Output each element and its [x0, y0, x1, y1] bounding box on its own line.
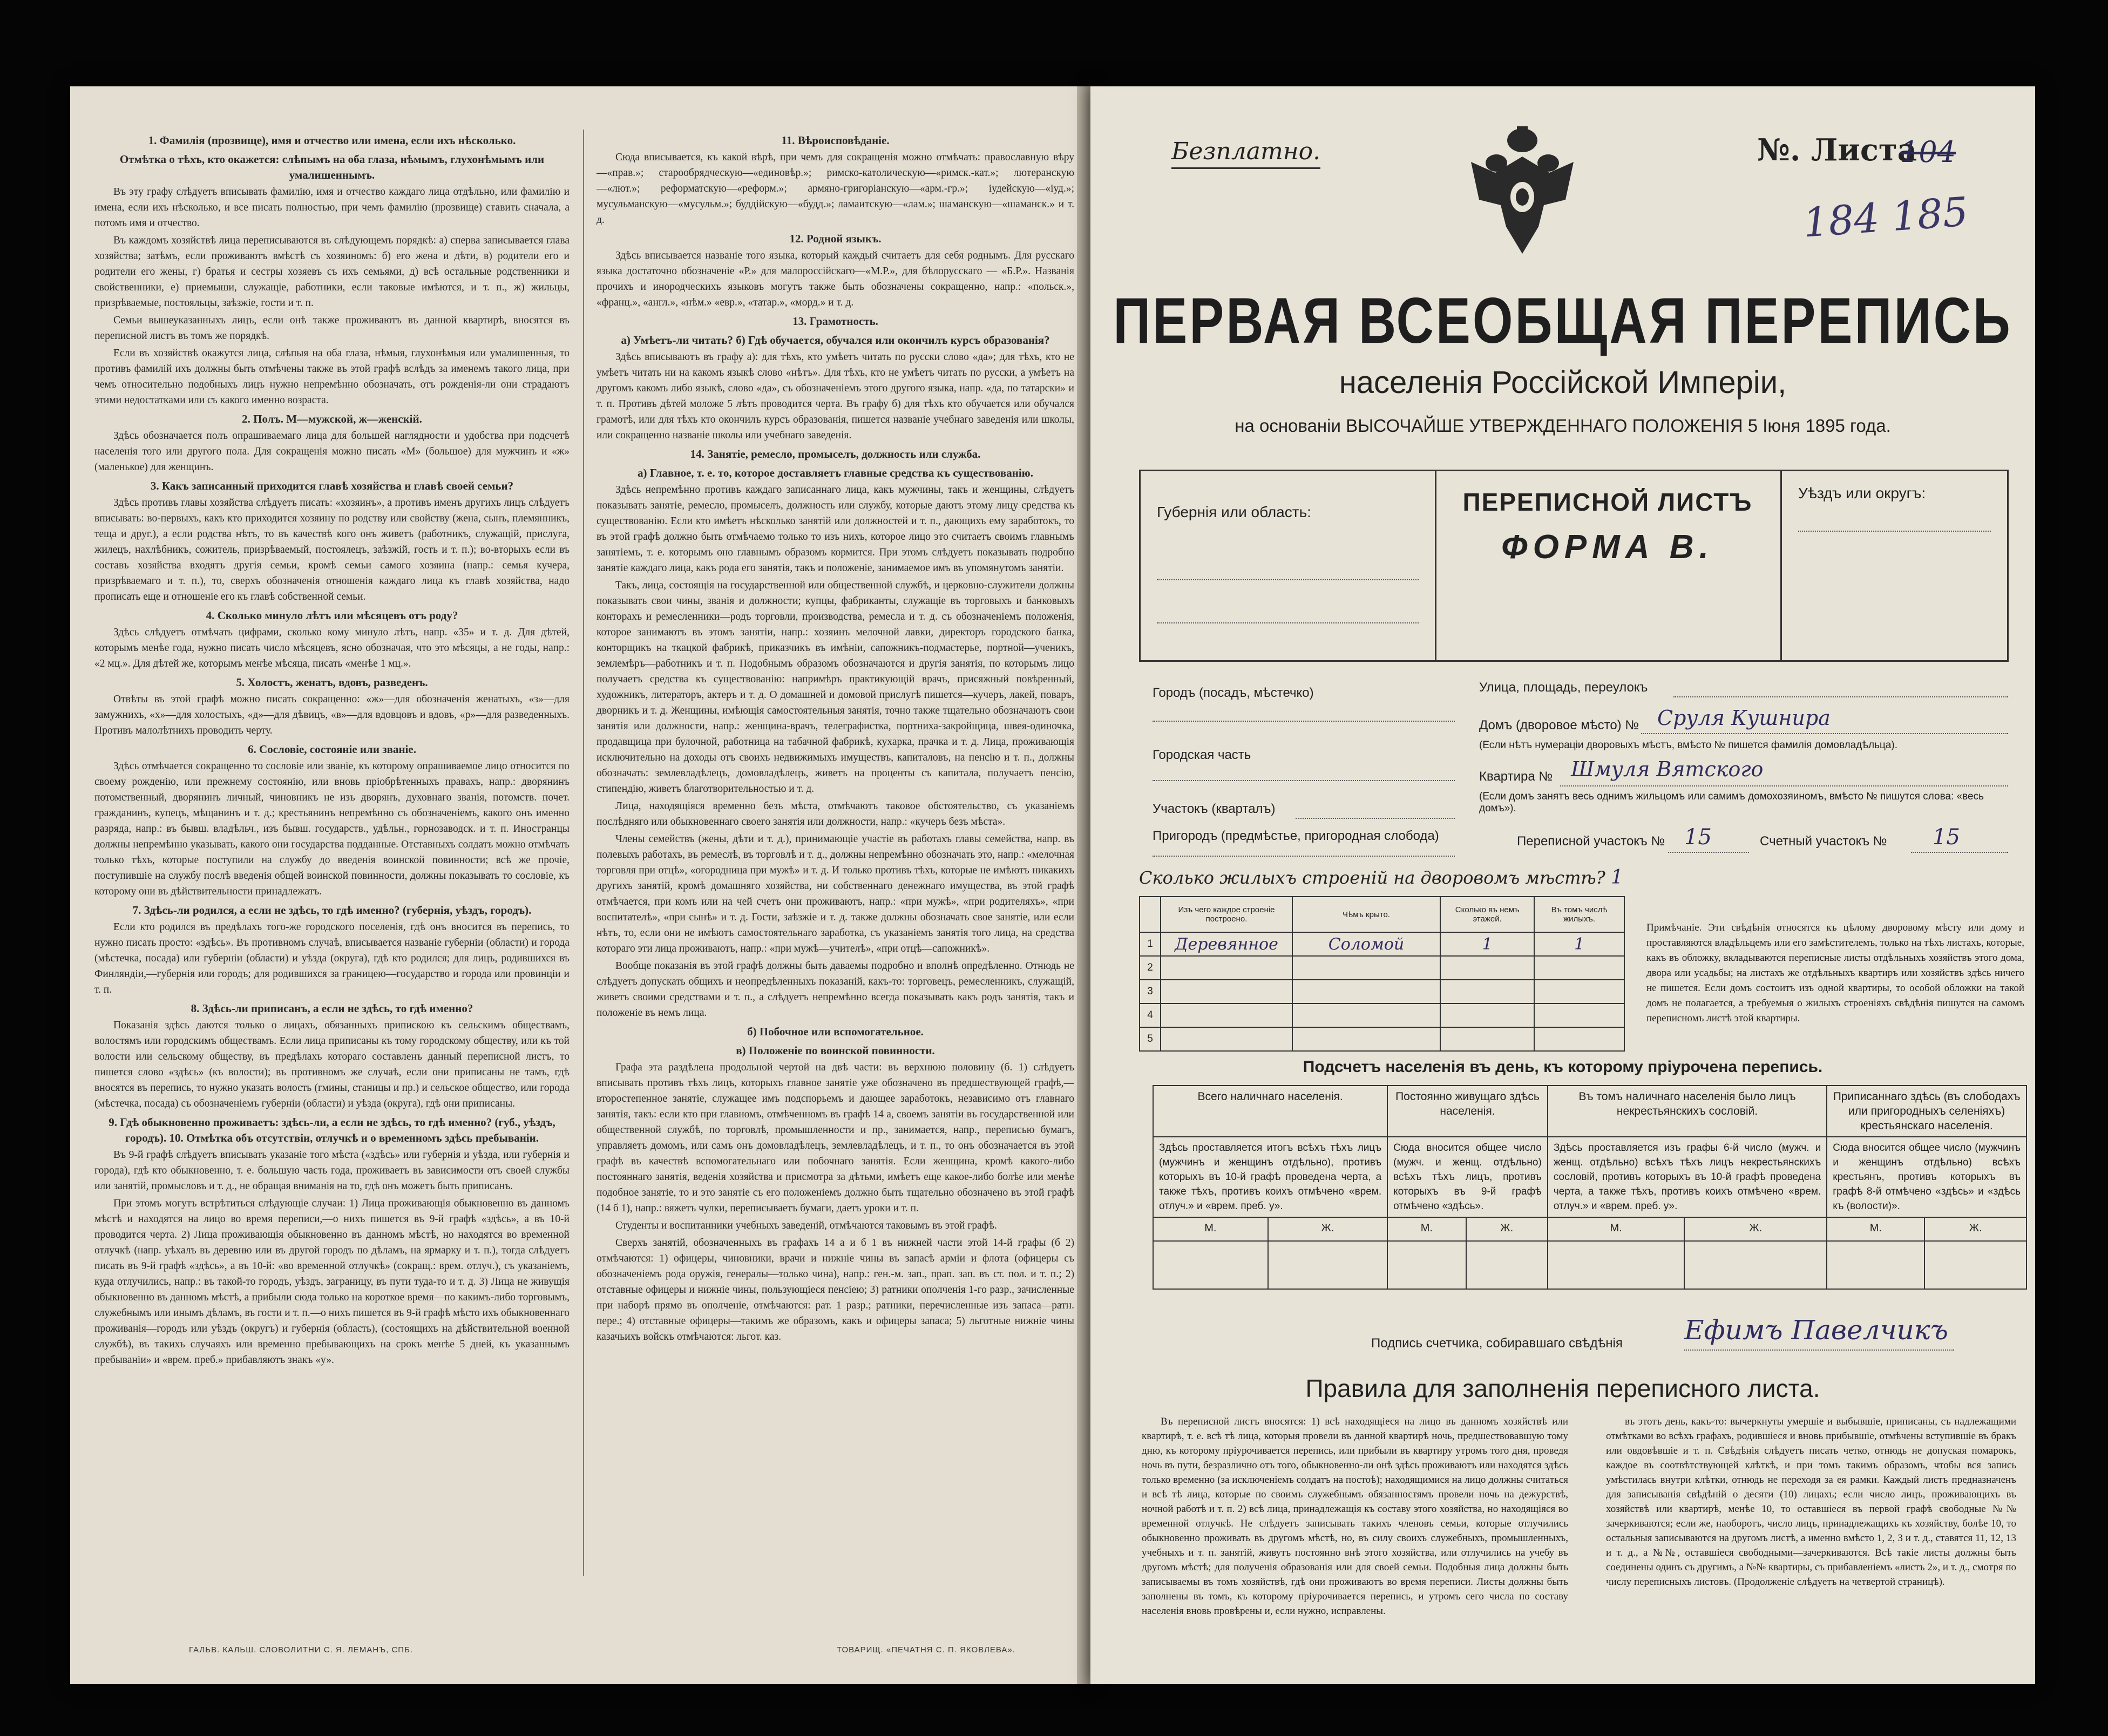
counting-unit-label: Счетный участокъ №: [1760, 834, 1887, 849]
instruction-paragraph: Здѣсь вписывается названіе того языка, который каждый считаетъ для себя роднымъ. Для русскаго языка достаточно обозначеніе «Р.» для малороссійскаго—«М.Р.», для бѣлорусскаго — «Б.Р.». Названія прочихъ и инородческихъ языковъ могутъ также быть обозначены сокращенно, напр.: «польск.», «франц.», «англ.», «нѣм.» «евр.», «татар.», «морд.» и т. д.: [597, 250, 1074, 308]
count-value-cell[interactable]: [1387, 1241, 1466, 1289]
male-column-label: М.: [1548, 1217, 1685, 1241]
house-value[interactable]: Сруля Кушнира: [1657, 706, 1831, 730]
dwellings-question: [1139, 866, 1623, 889]
count-value-cell[interactable]: [1827, 1241, 1924, 1289]
signature-label: Подпись счетчика, собиравшаго свѣдѣнія: [1371, 1336, 1623, 1351]
count-value-cell[interactable]: [1466, 1241, 1548, 1289]
counting-unit-line: [1911, 852, 2008, 853]
instruction-paragraph: Здѣсь обозначается полъ опрашиваемаго лица для большей наглядности и удобства при подсчетѣ населенія того или другого пола. Для сокращенія можно писать «М» (большое) для мужчинъ и «ж» (маленькое) для женщинъ.: [94, 430, 570, 473]
dwellings-material-cell[interactable]: [1161, 980, 1292, 1003]
population-count-table: [1153, 1085, 2027, 1290]
ujezd-field[interactable]: [1798, 531, 1991, 532]
population-count-title: Подсчетъ населенія въ день, къ которому пріурочена перепись.: [1303, 1058, 1823, 1076]
instruction-paragraph: Въ эту графу слѣдуетъ вписывать фамилію, имя и отчество каждаго лица отдѣльно, или фамилію и имена, если ихъ нѣсколько, и все писать полностью, при чемъ фамилію (прозвище) ставить сначала, а потомъ имя и отчество.: [94, 186, 570, 229]
suburb-label: Пригородъ (предмѣстье, пригородная слобода): [1153, 829, 1439, 843]
dwellings-row-number: 3: [1140, 980, 1161, 1003]
free-label: Безплатно.: [1171, 138, 1320, 169]
dwellings-material-cell[interactable]: [1161, 1003, 1292, 1027]
dwellings-roof-cell[interactable]: Соломой: [1292, 932, 1440, 956]
instructions-column-2: [597, 130, 1074, 1603]
instruction-paragraph: Здѣсь отмѣчается сокращенно то сословіе или званіе, къ которому опрашиваемое лицо относится по своему рожденію, или прежнему состоянію, или вновь пріобрѣтенныхъ правахъ, напр.: дворянинъ потомственный, дворянинъ личный, чиновникъ не изъ дворянъ, духовнаго званія, потомств. почет. гражданинъ, купецъ, мѣщанинъ и т. д.; крестьянинъ непремѣнно съ обозначеніемъ, какого онъ именно разряда, напр.: въ бывш. владѣльч., изъ бывш. государств., удѣльн., горнозаводск. и т. п. Иностранцы должны непремѣнно указывать, какого они государства подданные. Отставныхъ солдатъ можно отмѣчать только тѣхъ, которые поступили на службу до введенія воинской повинности; всѣ же прочіе, поступившіе на службу послѣ введенія общей воинской повинности, должны показывать то сословіе, къ которому они въ дѣйствительности принадлежатъ.: [94, 761, 570, 897]
male-column-label: М.: [1827, 1217, 1924, 1241]
female-column-label: Ж.: [1268, 1217, 1387, 1241]
printer-imprint-left: ГАЛЬВ. КАЛЬШ. СЛОВОЛИТНИ С. Я. ЛЕМАНЪ, СПБ.: [189, 1645, 414, 1654]
dwellings-roof-cell[interactable]: [1292, 956, 1440, 980]
female-column-label: Ж.: [1466, 1217, 1548, 1241]
dwellings-floors-cell[interactable]: [1440, 1027, 1534, 1051]
flat-label: Квартира №: [1479, 769, 1553, 784]
instruction-heading: 11. Вѣроисповѣданіе.: [781, 134, 890, 147]
census-unit-value[interactable]: 15: [1684, 825, 1712, 850]
instruction-heading: в) Положеніе по воинской повинности.: [736, 1044, 935, 1057]
signature-value[interactable]: Ефимъ Павелчикъ: [1684, 1314, 1948, 1346]
census-unit-label: Переписной участокъ №: [1517, 834, 1665, 849]
instruction-heading: 13. Грамотность.: [792, 315, 878, 328]
left-page-instructions: [70, 86, 1090, 1684]
dwellings-material-cell[interactable]: [1161, 1027, 1292, 1051]
instruction-paragraph: Показанія здѣсь даются только о лицахъ, обязанныхъ припискою къ сельскимъ обществамъ, волостямъ или городскимъ обществамъ. Если лица приписаны къ тому городскому обществу, или къ той волости или сельскому обществу, въ предѣлахъ котораго составленъ данный переписной листъ, то пишется слово «здѣсь» (къ волости); въ противномъ же случаѣ, если они приписаны не тамъ, гдѣ вносятся въ перепись, то нужно указать волость (гмины, станицы и пр.) и сельское общество, или города (мѣстечка, посада) съ обозначеніемъ губерніи (области) и уѣзда (округа), гдѣ они приписаны.: [94, 1020, 570, 1109]
instruction-paragraph: Здѣсь непремѣнно противъ каждаго записаннаго лица, какъ мужчины, такъ и женщины, слѣдуетъ показывать занятіе, ремесло, промыселъ, должность или службу, которые даютъ этому лицу средства къ существованію. Если кто имѣетъ нѣсколько занятій или должностей и т. п., дающихъ ему заработокъ, то въ этой графѣ должно быть отмѣчаемо только то изъ нихъ, которое лицо это считаетъ своимъ главнымъ занятіемъ, т. е. которымъ оно главнымъ образомъ кормится. При этомъ слѣдуетъ показывать подробно занятіе каждаго лица, какъ рода его занятія, такъ и положеніе, занимаемое имъ въ упомянутомъ занятіи.: [597, 484, 1074, 574]
signature-line: [1684, 1350, 1954, 1351]
house-label: Домъ (дворовое мѣсто) №: [1479, 718, 1639, 733]
rules-column-1: [1142, 1414, 1568, 1663]
suburb-field[interactable]: [1153, 856, 1455, 857]
count-value-cell[interactable]: [1684, 1241, 1827, 1289]
dwellings-question-value[interactable]: 1: [1610, 866, 1623, 889]
dwellings-row-number: 4: [1140, 1003, 1161, 1027]
ujezd-label: Уѣздъ или округъ:: [1798, 485, 1926, 501]
instructions-column-1: [94, 130, 570, 1603]
instruction-heading: а) Главное, т. е. то, которое доставляетъ главные средства къ существованію.: [638, 466, 1033, 479]
dwellings-floors-cell[interactable]: 1: [1440, 932, 1534, 956]
district-field[interactable]: [1153, 780, 1455, 781]
count-description: Сюда вносится общее число (мужч. и женщ. отдѣльно) всѣхъ тѣхъ лицъ, противъ которыхъ въ 9-й графѣ отмѣчено «здѣсь».: [1387, 1137, 1548, 1217]
instruction-paragraph: Здѣсь противъ главы хозяйства слѣдуетъ писать: «хозяинъ», а противъ именъ другихъ лицъ слѣдуетъ вписывать: во-первыхъ, какъ кто приходится хозяину по родству или свойству (жена, сынъ, племянникъ, теща и друг.), а если родства нѣтъ, то въ качествѣ кого онъ живетъ (работникъ, служащій, прислуга, жилецъ, нахлѣбникъ, сожитель, призрѣваемый, постоялецъ, заѣзжій, гость и т. п.); во-вторыхъ если въ составъ хозяйства входятъ другія семьи, кромѣ семьи самого хозяина (напр.: семья кучера, призрѣваемаго и т. п.), то, сверхъ обозначенія отношенія каждаго лица къ главѣ хозяйства, надо прописать еще и отношеніе его къ главѣ собственной семьи.: [94, 497, 570, 602]
rules-title: Правила для заполненія переписного листа.: [1305, 1374, 1820, 1402]
instruction-heading: 9. Гдѣ обыкновенно проживаетъ: здѣсь-ли, а если не здѣсь, то гдѣ именно? (губ., уѣздъ, городъ). 10. Отмѣтка объ отсутствіи, отлучкѣ и о временномъ здѣсь пребываніи.: [109, 1116, 555, 1144]
dwellings-living-cell[interactable]: [1534, 980, 1624, 1003]
dwellings-header-roof: Чѣмъ крыто.: [1292, 897, 1440, 932]
instruction-paragraph: Семьи вышеуказанныхъ лицъ, если онѣ также проживаютъ въ данной квартирѣ, вносятся въ переписной листъ въ томъ же порядкѣ.: [94, 315, 570, 342]
instruction-heading: 14. Занятіе, ремесло, промыселъ, должность или служба.: [690, 447, 981, 460]
dwellings-floors-cell[interactable]: [1440, 956, 1534, 980]
dwellings-note: Примѣчаніе. Эти свѣдѣнія относятся къ цѣлому дворовому мѣсту или дому и проставляются владѣльцемъ или его замѣстителемъ, только на тѣхъ листахъ, которые, какъ въ обложку, вкладываются переписные листы отдѣльныхъ хозяйствъ этого дома, двора или усадьбы; на листахъ же отдѣльныхъ квартиръ или хозяйствъ здѣсь ничего не пишется. Если домъ состоитъ изъ одной квартиры, то особой обложки на такой домъ не полагается, а требуемыя о жилыхъ строеніяхъ свѣдѣнія пишутся на самомъ переписномъ листѣ этой квартиры.: [1646, 922, 2024, 1024]
dwellings-question-text: Сколько жилыхъ строеній на дворовомъ мѣстѣ?: [1139, 867, 1605, 888]
instruction-paragraph: При этомъ могутъ встрѣтиться слѣдующіе случаи: 1) Лица проживающія обыкновенно въ данномъ мѣстѣ и находятся на лицо во время переписи,—о нихъ пишется въ 9-й графѣ «здѣсь», а въ 10-й проводится черта. 2) Лица проживающія обыкновенно въ данномъ мѣстѣ, но находятся во временной отлучкѣ (напр. уѣхалъ въ деревню или въ другой городъ по дѣламъ, на ярмарку и т. п.), тогда слѣдуетъ писать въ 9-й графѣ «здѣсь», а въ 10-й: «во временной отлучкѣ» (сокращ.: врем. отлуч.), съ указаніемъ, куда отлучились, напр.: въ такой-то городъ, уѣздъ, заграницу, въ пути туда-то и т. д. 3) Лица не живущія обыкновенно въ данномъ мѣстѣ, а прибыли сюда только на короткое время—по какимъ-либо торговымъ, служебнымъ или инымъ дѣламъ, въ гости и т. п.—о нихъ пишется въ 9-й графѣ мѣсто ихъ обыкновеннаго проживанія—городъ или уѣздъ (округъ) и губернія (область), (состоящихъ на дѣйствительной военной службѣ), въ такихъ случаяхъ или временно пребывающихъ на срокъ менѣе 5 дней, къ указаннымъ пребываніи» и «врем. преб.» прибавляютъ знакъ «у».: [94, 1198, 570, 1366]
legal-basis: на основаніи ВЫСОЧАЙШЕ УТВЕРЖДЕННАГО ПОЛОЖЕНІЯ 5 Іюня 1895 года.: [1235, 416, 1891, 436]
dwellings-row: [1140, 956, 1624, 980]
instruction-heading: 5. Холостъ, женатъ, вдовъ, разведенъ.: [236, 676, 428, 689]
instruction-paragraph: Если въ хозяйствѣ окажутся лица, слѣпыя на оба глаза, нѣмыя, глухонѣмыя или умалишенныя, то противъ фамилій ихъ должны быть отмѣчены также въ этой графѣ вслѣдъ за именемъ такого лица, при чемъ относительно подобныхъ лицъ нужно непремѣнно обозначать, отъ рожденія-ли они страдаютъ этими недостатками или съ какого именно возраста.: [94, 348, 570, 406]
dwellings-header-living: Въ томъ числѣ жилыхъ.: [1534, 897, 1624, 932]
gubernia-field[interactable]: [1157, 579, 1419, 580]
instruction-paragraph: Въ каждомъ хозяйствѣ лица переписываются въ слѣдующемъ порядкѣ: а) сперва записывается глава хозяйства; затѣмъ, если проживаютъ вмѣстѣ съ хозяиномъ: б) его жена и дѣти, в) родители его и родители его жены, г) братья и сестры хозяевъ съ ихъ семьями, д) всѣ остальные родственники и свойственники, е) приемыши, служащіе, работники, если таковые имѣются, и т. п., ж) жильцы, призрѣваемые, постояльцы, заѣзжіе, гости и т. п.: [94, 235, 570, 309]
flat-value[interactable]: Шмуля Вятского: [1571, 757, 1764, 781]
printer-imprint-right: ТОВАРИЩ. «ПЕЧАТНЯ С. П. ЯКОВЛЕВА».: [837, 1645, 1015, 1654]
form-title: ПЕРЕПИСНОЙ ЛИСТЪ: [1462, 488, 1753, 516]
instruction-paragraph: Лица, находящіяся временно безъ мѣста, отмѣчаютъ таковое обстоятельство, съ указаніемъ послѣдняго или обыкновеннаго своего занятія или должности, напр.: «кучеръ безъ мѣста».: [597, 801, 1074, 828]
instruction-heading: 3. Какъ записанный приходится главѣ хозяйства и главѣ своей семьи?: [150, 479, 514, 492]
instruction-heading: Отмѣтка о тѣхъ, кто окажется: слѣпымъ на оба глаза, нѣмымъ, глухонѣмымъ или умалишеннымъ.: [119, 153, 545, 181]
instruction-heading: а) Умѣетъ-ли читать? б) Гдѣ обучается, обучался или окончилъ курсъ образованія?: [621, 334, 1050, 347]
dwellings-row-number: 5: [1140, 1027, 1161, 1051]
count-value-cell[interactable]: [1268, 1241, 1387, 1289]
dwellings-row-number: 1: [1140, 932, 1161, 956]
count-description: Здѣсь проставляется итогъ всѣхъ тѣхъ лицъ (мужчинъ и женщинъ отдѣльно), противъ которыхъ въ 10-й графѣ проведена черта, а также тѣхъ, противъ коихъ отмѣчено «врем. отлуч.» и «врем. преб. у».: [1153, 1137, 1387, 1217]
gubernia-cell: [1141, 471, 1436, 660]
instruction-paragraph: Члены семействъ (жены, дѣти и т. д.), принимающіе участіе въ работахъ главы семейства, напр. въ полевыхъ работахъ, въ ремеслѣ, въ торговлѣ и т. д., должны непремѣнно обозначать это, напр.: «мелочная торговля при отцѣ», «огородница при мужѣ» и т. д. И только противъ тѣхъ, которые не имѣютъ никакихъ другихъ занятій, кромѣ домашняго хозяйства, ни собственнаго денежнаго имущества, въ этой графѣ отмѣчается, при комъ или на чей счетъ они проживаютъ, напр.: «при мужѣ», «при родителяхъ», «при воспитателѣ», «при сынѣ» и т. д. Гости, заѣзжіе и т. д. также должны обозначать свое занятіе, или если нѣтъ, то, если они не имѣютъ самостоятельнаго заработка, съ указаніемъ занятія того лица, на средства котораго эти лица проживаютъ, напр.: «при мужѣ—учителѣ», «при отцѣ—сапожникѣ».: [597, 833, 1074, 954]
gubernia-field-line-2[interactable]: [1157, 622, 1419, 623]
instruction-heading: 12. Родной языкъ.: [789, 232, 882, 245]
instruction-paragraph: Студенты и воспитанники учебныхъ заведеній, отмѣчаются таковымъ въ этой графѣ.: [615, 1220, 997, 1231]
page-subtitle: населенія Россійской Имперіи,: [1339, 365, 1787, 400]
flat-field-line: [1560, 785, 2008, 786]
dwellings-header-num: [1140, 897, 1161, 932]
double-headed-eagle-emblem-icon: [1463, 124, 1582, 259]
count-header: Постоянно живущаго здѣсь населенія.: [1387, 1086, 1548, 1137]
dwellings-roof-cell[interactable]: [1292, 1027, 1440, 1051]
quarter-label: Участокъ (кварталъ): [1153, 802, 1276, 816]
instruction-heading: 7. Здѣсь-ли родился, а если не здѣсь, то гдѣ именно? (губернія, уѣздъ, городъ).: [132, 904, 532, 917]
instruction-paragraph: Если кто родился въ предѣлахъ того-же городского поселенія, гдѣ онъ вносится въ перепись, то нужно писать просто: «здѣсь». Въ противномъ случаѣ, вписывается названіе губерніи (области) и города (мѣстечка, посада) или губерніи (области) и уѣзда (округа), гдѣ кто родился; для лицъ, родившихся въ Финляндіи,—губернія или городъ; для родившихся за границею—государство и города или провинціи и т. п.: [94, 921, 570, 995]
female-column-label: Ж.: [1684, 1217, 1827, 1241]
dwellings-roof-cell[interactable]: [1292, 1003, 1440, 1027]
dwellings-living-cell[interactable]: [1534, 1027, 1624, 1051]
sheet-number-label: №. Листа: [1757, 132, 1917, 168]
house-note: (Если нѣтъ нумераціи дворовыхъ мѣстъ, вмѣсто № пишется фамилія домовладѣльца).: [1479, 740, 1898, 751]
right-page-census-form: [1090, 86, 2035, 1684]
street-label: Улица, площадь, переулокъ: [1479, 680, 1648, 695]
dwellings-row: [1140, 1027, 1624, 1051]
dwellings-row-number: 2: [1140, 956, 1161, 980]
quarter-field[interactable]: [1296, 818, 1455, 819]
sheet-number-value: 104: [1900, 135, 1956, 169]
instruction-paragraph: Здѣсь вписываютъ въ графу а): для тѣхъ, кто умѣетъ читать по русски слово «да»; для тѣхъ, кто не умѣетъ читать ни на какомъ языкѣ слово «нѣтъ». Для тѣхъ, кто не умѣетъ читать по русски, а умѣетъ на другомъ какомъ либо языкѣ, слово «да», съ обозначеніемъ этого другого языка, напр. «да, по татарски» и т. п. Противъ дѣтей моложе 5 лѣтъ проводится черта. Въ графу б) для тѣхъ кто обучается или обучался грамотѣ, или для тѣхъ кто окончилъ курсъ образованія, пишется названіе учебнаго заведенія или школы, или сокращенно названіе школы или учебнаго заведенія.: [597, 351, 1074, 441]
instruction-paragraph: Графа эта раздѣлена продольной чертой на двѣ части: въ верхнюю половину (б. 1) слѣдуетъ вписывать противъ тѣхъ лицъ, которыхъ главное занятіе уже обозначено въ предшествующей графѣ,—второстепенное занятіе, служащее имъ подспорьемъ и дающее заработокъ, независимо отъ главнаго занятія, такъ: если кто при главномъ, отмѣченномъ въ графѣ 14 а, своемъ занятіи въ государственной или общественной службѣ, по торговлѣ, промышленности и пр., занимается, напр., переписью бумагъ, управляетъ домомъ, или самъ онъ домовладѣлецъ, землевладѣлецъ, и т. п., то онъ обозначается въ этой графѣ въ качествѣ вспомогательнаго или побочнаго занятія. Если женщина, кромѣ какого-либо постояннаго занятія, веденія хозяйства и присмотра за дѣтьми, имѣетъ еще какое-либо болѣе или менѣе подобное занятіе, то и это занятіе съ его положеніемъ должно быть тщательно обозначено въ этой графѣ (14 б 1), напр.: вяжетъ чулки, переписываетъ бумаги, даетъ уроки и т. п.: [597, 1062, 1074, 1214]
instruction-heading: 6. Сословіе, состояніе или званіе.: [248, 743, 416, 756]
sheet-handwritten-number: 184 185: [1801, 188, 1970, 247]
dwellings-floors-cell[interactable]: [1440, 1003, 1534, 1027]
instruction-heading: б) Побочное или вспомогательное.: [747, 1025, 924, 1038]
form-name: ФОРМА В.: [1501, 528, 1714, 566]
count-header: Приписаннаго здѣсь (въ слободахъ или пригородныхъ селеніяхъ) крестьянскаго населенія.: [1827, 1086, 2026, 1137]
count-description: Здѣсь проставляется изъ графы 6-й число (мужч. и женщ. отдѣльно) всѣхъ тѣхъ лицъ некрестьянскихъ сословій, противъ которыхъ въ 10-й графѣ проведена черта, а также тѣхъ, противъ коихъ отмѣчено «врем. отлуч.» и «врем. преб. у».: [1548, 1137, 1827, 1217]
instruction-heading: 1. Фамилія (прозвище), имя и отчество или имена, если ихъ нѣсколько.: [148, 134, 516, 147]
flat-note: (Если домъ занятъ весь однимъ жильцомъ или самимъ домохозяиномъ, вмѣсто № пишутся слова: «весь домъ»).: [1479, 791, 1984, 814]
count-description: Сюда вносится общее число (мужчинъ и женщинъ отдѣльно) всѣхъ крестьянъ, противъ которыхъ въ графѣ 8-й отмѣчено «здѣсь» и «здѣсь къ (волости)».: [1827, 1137, 2026, 1217]
rules-column-2: [1606, 1414, 2016, 1663]
instruction-paragraph: Въ 9-й графѣ слѣдуетъ вписывать указаніе того мѣста («здѣсь» или губернія и уѣзда, или губернія и города), гдѣ кто обыкновенно, т. е. большую часть года, проживаетъ въ зависимости отъ своей службы или занятій, промысловъ и т. д., не обращая вниманія на то, гдѣ онъ можетъ быть приписанъ.: [94, 1149, 570, 1192]
census-unit-line: [1668, 852, 1749, 853]
instruction-paragraph: Сюда вписывается, къ какой вѣрѣ, при чемъ для сокращенія можно отмѣчать: православную вѣру—«прав.»; старообрядческую—«единовѣр.»; римско-католическую—«римск.-кат.»; лютеранскую—«лют.»; реформатскую—«реформ.»; армяно-григоріанскую—«арм.-гр.»; іудейскую—«іуд.»; мусульманскую—«мусульм.»; буддійскую—«будд.»; ламаитскую—«лам.»; шаманскую—«шаманск.» и т. д.: [597, 152, 1074, 226]
city-field[interactable]: [1153, 721, 1455, 722]
instruction-paragraph: Сверхъ занятій, обозначенныхъ въ графахъ 14 а и б 1 въ нижней части этой 14-й графы (б 2) отмѣчаются: 1) офицеры, чиновники, врачи и нижніе чины въ запасѣ арміи и флота (офицеры съ обозначеніемъ рода оружія, генералы—только чина), напр.: ген.-м. зап., прап. зап. въ ст. пол. и т. п.; 2) отставные офицеры и нижніе чины, пользующіеся пенсіею; 3) ратники ополченія 1-го разр., зачисленные при наборѣ прямо въ ополченіе, отмѣчаются: рат. 1 разр.; ратники, перечисленные изъ запаса—ратн. пере.; 4) отставные офицеры—такимъ же образомъ, какъ и офицеры запаса; 5) льготные нижніе чины казачьихъ войскъ отмѣчаются: льгот. каз.: [597, 1237, 1074, 1342]
dwellings-living-cell[interactable]: [1534, 956, 1624, 980]
dwellings-header-floors: Сколько въ немъ этажей.: [1440, 897, 1534, 932]
count-header: Въ томъ наличнаго населенія было лицъ некрестьянскихъ сословій.: [1548, 1086, 1827, 1137]
dwellings-material-cell[interactable]: Деревянное: [1161, 932, 1292, 956]
rules-text-2: въ этотъ день, какъ-то: вычеркнуты умершіе и выбывшіе, приписаны, съ надлежащими отмѣтками во всѣхъ графахъ, родившіеся и вновь прибывшіе, отмѣчены вступившіе въ бракъ или овдовѣвшіе и т. п. Свѣдѣнія слѣдуетъ писать четко, отнюдь не допуская помарокъ, каждое въ соотвѣтствующей клѣткѣ, и при томъ такимъ образомъ, чтобы вся запись умѣстилась внутри клѣтки, отнюдь не переходя за ея рамки. Каждый листъ предназначенъ для записыванія свѣдѣній о десяти (10) лицахъ; если число лицъ, проживающихъ въ хозяйствѣ или квартирѣ, менѣе 10, то оставшіеся въ первой графѣ свободные №№ зачеркиваются; если же, наоборотъ, число лицъ, принадлежащихъ къ хозяйству, болѣе 10, то остальныя записываются на другомъ листѣ, а именно вмѣсто 1, 2, 3 и т. д., ставятся 11, 12, 13 и т. д., а №№, оставшіеся свободными—зачеркиваются. Всѣ такіе листы должны быть соединены одинъ съ другимъ, а №№ квартиры, съ прибавленіемъ «листъ 2», и т. д., смотря по числу переписныхъ листовъ. (Продолженіе слѣдуетъ на четвертой страницѣ).: [1606, 1416, 2016, 1588]
male-column-label: М.: [1153, 1217, 1268, 1241]
count-value-cell[interactable]: [1153, 1241, 1268, 1289]
count-value-cell[interactable]: [1548, 1241, 1685, 1289]
dwellings-floors-cell[interactable]: [1440, 980, 1534, 1003]
column-divider: [583, 130, 584, 1576]
dwellings-row: [1140, 1003, 1624, 1027]
district-label: Городская часть: [1153, 748, 1251, 762]
gubernia-label: Губернія или область:: [1157, 504, 1311, 520]
dwellings-table: [1139, 896, 1625, 1052]
male-column-label: М.: [1387, 1217, 1466, 1241]
page-title: ПЕРВАЯ ВСЕОБЩАЯ ПЕРЕПИСЬ: [1113, 284, 2012, 357]
dwellings-row: [1140, 932, 1624, 956]
female-column-label: Ж.: [1924, 1217, 2026, 1241]
form-header-box: [1139, 470, 2009, 662]
house-field-line: [1641, 733, 2008, 734]
rules-text-1: Въ переписной листъ вносятся: 1) всѣ находящіеся на лицо въ данномъ хозяйствѣ или квартирѣ, т. е. всѣ тѣ лица, которыя провели въ данной квартирѣ ночь, предшествовавшую тому дню, къ которому пріурочивается перепись, или прибыли въ квартиру утромъ того дня, проведя ночь въ пути, безразлично отъ того, обыкновенно-ли онѣ здѣсь проживаютъ или находятся здѣсь только временно (за исключеніемъ солдатъ на постоѣ); находящимися на лицо должны считаться и всѣ тѣ лица, которые по своимъ служебнымъ обязанностямъ провели ночь на дежурствѣ, ночной работѣ и т. п. 2) всѣ лица, принадлежащія къ составу этого хозяйства, но находящіяся во временной отлучкѣ. Не слѣдуетъ записывать такихъ членовъ семьи, которые отлучились обыкновенно проживать въ другомъ мѣстѣ, но, въ силу своихъ служебныхъ, промышленныхъ, учебныхъ и т. п. занятій, живутъ постоянно внѣ этого хозяйства, или отлучились на учебу въ другомъ мѣстѣ; для полученія образованія или для своей семьи. Подобныя лица должны быть записываемы въ томъ хозяйствѣ, гдѣ они проживаютъ во время переписи. Листы должны быть заполнены въ томъ, къ которому пріурочивается перепись, и утромъ сего числа по составу населенія вновь провѣрены и, если нужно, исправлены.: [1142, 1416, 1568, 1617]
city-label: Городъ (посадъ, мѣстечко): [1153, 686, 1314, 700]
dwellings-living-cell[interactable]: 1: [1534, 932, 1624, 956]
ujezd-cell: [1780, 471, 2007, 660]
instruction-paragraph: Такъ, лица, состоящія на государственной или общественной службѣ, и церковно-служители должны показывать свои чины, званія и должности; купцы, фабриканты, служащіе въ торговыхъ и банковыхъ конторахъ и ремесленники—родъ торговли, производства, ремесла и т. д. съ обозначеніемъ положенія, которое занимаютъ въ этомъ занятіи, напр.: хозяинъ мелочной лавки, директоръ городского банка, конторщикъ на ткацкой фабрикѣ, приказчикъ въ имѣніи, сапожникъ-подмастерье, портной—ученикъ, землемѣръ—работникъ и т. п. Подобнымъ образомъ обозначаются и другія занятія, по которымъ лицо получаетъ средства къ существованію: напримѣръ практикующій врачъ, присяжный повѣренный, художникъ, литераторъ, актеръ и т. д. О домашней и домовой прислугѣ пишется—кучеръ, лакей, поваръ, дворникъ и т. д. Женщины, имѣющія самостоятельныя занятія, точно также тщательно обозначаютъ свои занятія или должности, напр.: женщина-врачъ, телеграфистка, портниха-закройщица, швея-одиночка, продавщица при булочной, работница на табачной фабрикѣ, кухарка, прачка и т. д. Лица, проживающія исключительно на доходы отъ своихъ недвижимыхъ имуществъ, капиталовъ, на пенсію и т. п., должны обозначать: землевладѣлецъ, домовладѣлецъ, живетъ на проценты съ капитала, получаетъ пенсію, стипендію, живетъ благотворительностью и т. д.: [597, 580, 1074, 795]
dwellings-row: [1140, 980, 1624, 1003]
count-value-cell[interactable]: [1924, 1241, 2026, 1289]
counting-unit-value[interactable]: 15: [1933, 825, 1960, 850]
instruction-paragraph: Здѣсь слѣдуетъ отмѣчать цифрами, сколько кому минуло лѣтъ, напр. «35» и т. д. Для дѣтей, которымъ менѣе года, нужно писать число мѣсяцевъ, ясно обозначая, что это мѣсяцы, а не годы, напр.: «2 мц.». Для дѣтей же, которымъ менѣе мѣсяца, писать «менѣе 1 мц.».: [94, 627, 570, 669]
dwellings-header-material: Изъ чего каждое строеніе построено.: [1161, 897, 1292, 932]
dwellings-material-cell[interactable]: [1161, 956, 1292, 980]
dwellings-roof-cell[interactable]: [1292, 980, 1440, 1003]
instruction-paragraph: Вообще показанія въ этой графѣ должны быть даваемы подробно и вполнѣ опредѣленно. Отнюдь не слѣдуетъ допускать общихъ и неопредѣленныхъ показаній, какъ-то: торговецъ, ремесленникъ, служащій, живетъ своими средствами и т. п., а слѣдуетъ непремѣнно всегда показывать какъ родъ занятія, такъ и положеніе въ немъ лица.: [597, 960, 1074, 1019]
street-field[interactable]: [1673, 696, 2008, 697]
dwellings-living-cell[interactable]: [1534, 1003, 1624, 1027]
instruction-paragraph: Отвѣты въ этой графѣ можно писать сокращенно: «ж»—для обозначенія женатыхъ, «з»—для замужнихъ, «х»—для холостыхъ, «д»—для дѣвицъ, «в»—для вдовцовъ и вдовъ, «р»—для разведенныхъ. Противъ малолѣтнихъ проводить черту.: [94, 694, 570, 736]
instruction-heading: 4. Сколько минуло лѣтъ или мѣсяцевъ отъ роду?: [206, 609, 458, 622]
instruction-heading: 8. Здѣсь-ли приписанъ, а если не здѣсь, то гдѣ именно?: [191, 1002, 473, 1015]
count-header: Всего наличнаго населенія.: [1153, 1086, 1387, 1137]
instruction-heading: 2. Полъ. М—мужской, ж—женскій.: [242, 412, 422, 425]
